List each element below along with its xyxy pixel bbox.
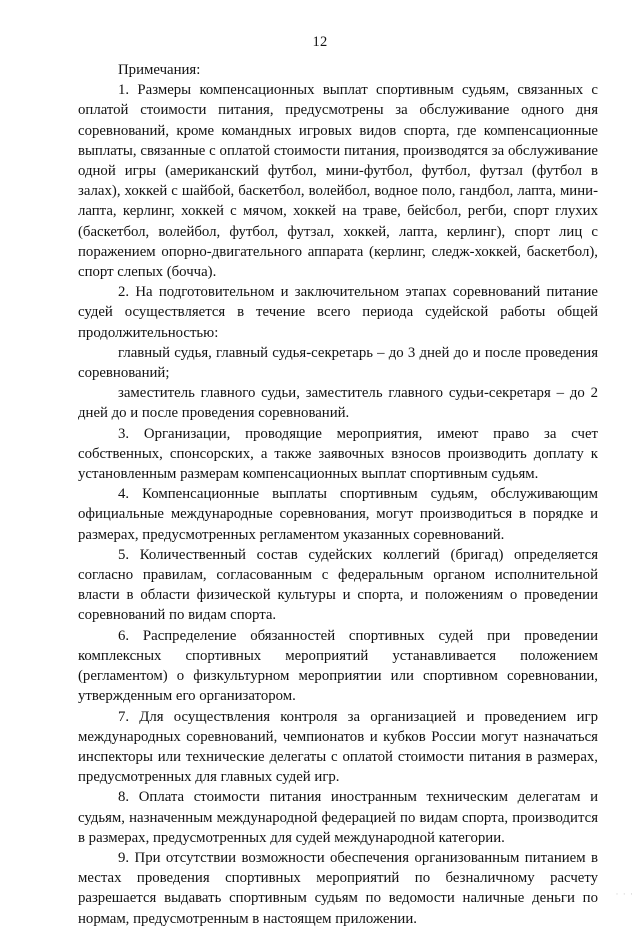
note-paragraph-2: 2. На подготовительном и заключительном этапах соревнований питание судей осуществляется в течение всего периода судейской работы общей продолжительностью: <box>78 284 598 341</box>
note-paragraph-7: 7. Для осуществления контроля за организацией и проведением игр международных соревнований, чемпионатов и кубков России могут назначаться инспекторы или технические делегаты с оплатой стоимости питания в размерах, предусмотренных для главных судей игр. <box>78 708 598 786</box>
note-paragraph-8: 8. Оплата стоимости питания иностранным техническим делегатам и судьям, назначенным международной федерацией по видам спорта, производится в размерах, предусмотренных для судей международной категории. <box>78 789 598 846</box>
note-paragraph-1: 1. Размеры компенсационных выплат спортивным судьям, связанных с оплатой стоимости питания, предусмотрены за обслуживание одного дня соревнований, кроме командных игровых видов спорта, где компенсационные выплаты, связанные с оплатой стоимости питания, производятся за обслуживание одной игры (американский футбол, мини-футбол, футбол, футзал (футбол в залах), хоккей с шайбой, баскетбол, волейбол, водное поло, гандбол, лапта, мини-лапта, керлинг, хоккей с мячом, хоккей на траве, бейсбол, регби, спорт глухих (баскетбол, волейбол, футбол, футзал, хоккей, лапта, керлинг), спорт лиц с поражением опорно-двигательного аппарата (керлинг, следж-хоккей, баскетбол), спорт слепых (бочча). <box>78 82 598 281</box>
note-paragraph-9: 9. При отсутствии возможности обеспечения организованным питанием в местах проведения спортивных мероприятий по безналичному расчету разрешается выдавать спортивным судьям по ведомости наличные деньги по нормам, предусмотренным в настоящем приложении. <box>78 849 598 927</box>
note-paragraph-2-item-main-judge: главный судья, главный судья-секретарь – до 3 дней до и после проведения соревнований; <box>78 344 598 382</box>
notes-heading: Примечания: <box>118 62 201 78</box>
page-number: 12 <box>312 34 328 50</box>
note-paragraph-5: 5. Количественный состав судейских коллегий (бригад) определяется согласно правилам, согласованным с федеральным органом исполнительной власти в области физической культуры и спорта, и положениям о проведении соревнований по видам спорта. <box>78 546 598 624</box>
note-paragraph-3: 3. Организации, проводящие мероприятия, имеют право за счет собственных, спонсорских, а также заявочных взносов производить доплату к установленным размерам компенсационных выплат спортивным судьям. <box>78 425 598 483</box>
notes-section <box>78 60 598 929</box>
note-paragraph-6: 6. Распределение обязанностей спортивных судей при проведении комплексных спортивных мероприятий устанавливается положением (регламентом) о физкультурном мероприятии или спортивном соревновании, утвержденным его организатором. <box>78 627 598 705</box>
scan-artifact-mark: · · · <box>615 889 634 899</box>
note-paragraph-2-item-deputy-judge: заместитель главного судьи, заместитель главного судьи-секретаря – до 2 дней до и после проведения соревнований. <box>78 385 598 422</box>
note-paragraph-4: 4. Компенсационные выплаты спортивным судьям, обслуживающим официальные международные соревнования, могут производиться в порядке и размерах, предусмотренных регламентом указанных соревнований. <box>78 486 598 543</box>
